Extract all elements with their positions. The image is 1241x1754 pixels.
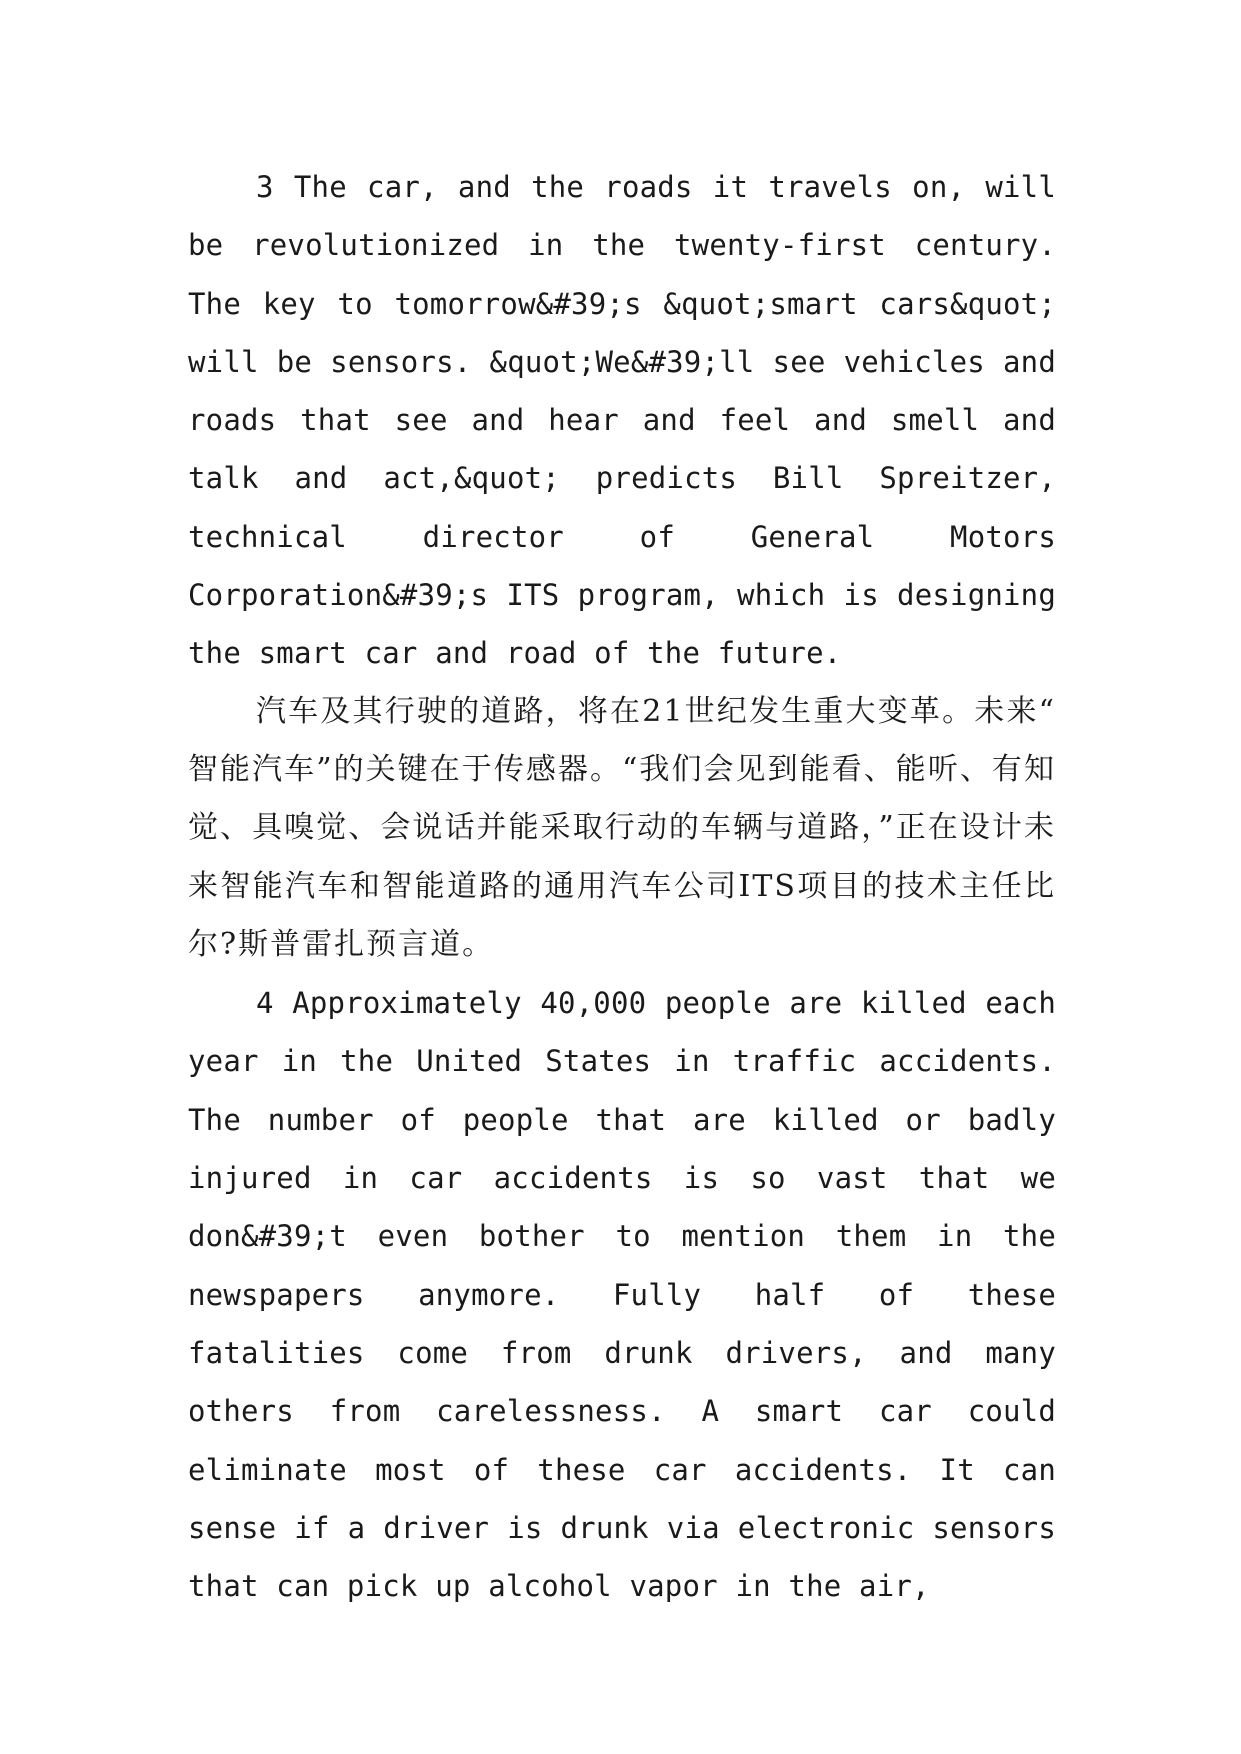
paragraph-4-english: 4 Approximately 40,000 people are killed each year in the United States in traffic accidents. The number of people that are killed or badly injured in car accidents is so vast that we don&#39;t even bother to mention them in the newspapers anymore. Fully half of these fatalities come from drunk drivers, and many others from carelessness. A smart car could eliminate most of these car accidents. It can sense if a driver is drunk via electronic sensors that can pick up alcohol vapor in the air,: [188, 986, 1056, 1604]
paragraph-3-english: 3 The car, and the roads it travels on, will be revolutionized in the twenty-first century. The key to tomorrow&#39;s &quot;smart cars&quot; will be sensors. &quot;We&#39;ll see vehicles and roads that see and hear and feel and smell and talk and act,&quot; predicts Bill Spreitzer, technical director of General Motors Corporation&#39;s ITS program, which is designing the smart car and road of the future.: [188, 170, 1056, 671]
document-body: [188, 158, 1056, 1615]
paragraph-3-chinese: 汽车及其行驶的道路，将在21世纪发生重大变革。未来“智能汽车”的关键在于传感器。“我们会见到能看、能听、有知觉、具嗅觉、会说话并能采取行动的车辆与道路，”正在设计未来智能汽车和智能道路的通用汽车公司ITS项目的技术主任比尔?斯普雷扎预言道。: [188, 693, 1056, 962]
